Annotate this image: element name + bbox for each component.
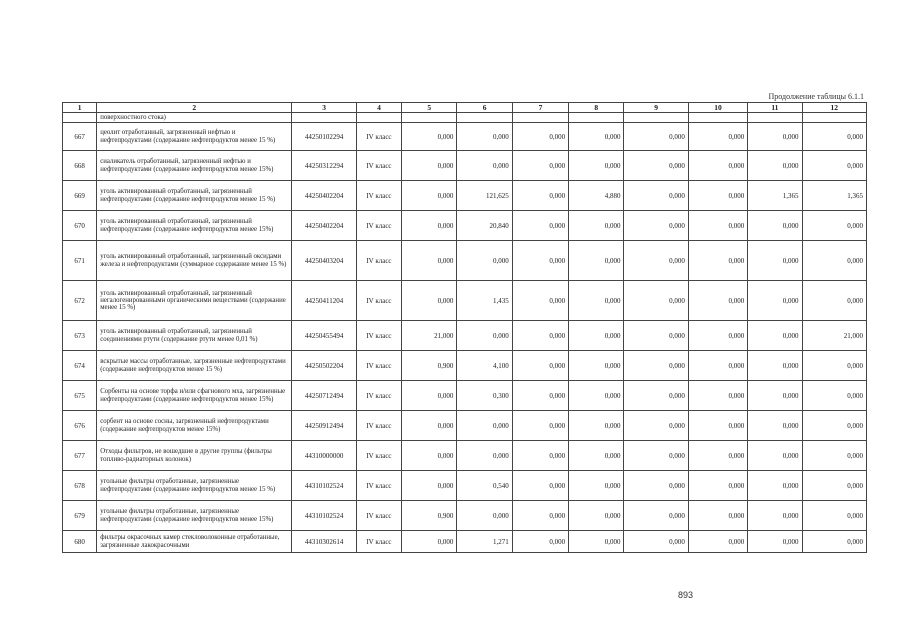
row-number: 669 xyxy=(63,181,97,211)
waste-table xyxy=(62,102,867,553)
value-cell: 0,000 xyxy=(624,321,688,351)
hazard-class: IV класс xyxy=(356,321,401,351)
row-number: 675 xyxy=(63,381,97,411)
value-cell: 20,840 xyxy=(457,211,512,241)
value-cell: 0,000 xyxy=(569,351,624,381)
value-cell: 0,000 xyxy=(802,531,866,553)
hazard-class: IV класс xyxy=(356,471,401,501)
header-cell-3: 3 xyxy=(292,103,356,113)
hazard-class: IV класс xyxy=(356,281,401,321)
value-cell: 0,000 xyxy=(624,181,688,211)
waste-name: угольные фильтры отработанные, загрязненные нефтепродуктами (содержание нефтепродуктов менее 15 %) xyxy=(97,471,292,501)
value-cell: 0,900 xyxy=(402,351,457,381)
waste-name: уголь активированный отработанный, загрязненный нефтепродуктами (содержание нефтепродуктов менее 15%) xyxy=(97,211,292,241)
table-row xyxy=(63,441,867,471)
waste-code: 44250502204 xyxy=(292,351,356,381)
value-cell: 0,000 xyxy=(512,123,568,151)
value-cell: 0,000 xyxy=(457,501,512,531)
row-number: 670 xyxy=(63,211,97,241)
value-cell: 0,000 xyxy=(512,531,568,553)
value-cell: 0,000 xyxy=(802,123,866,151)
value-cell: 0,000 xyxy=(748,471,802,501)
value-cell: 0,000 xyxy=(457,441,512,471)
waste-name: уголь активированный отработанный, загрязненный нефтепродуктами (содержание нефтепродуктов менее 15 %) xyxy=(97,181,292,211)
waste-code: 44250312294 xyxy=(292,151,356,181)
value-cell: 0,000 xyxy=(512,181,568,211)
header-cell-7: 7 xyxy=(512,103,568,113)
continuation-text: поверхностного стока) xyxy=(97,113,292,123)
table-row xyxy=(63,471,867,501)
hazard-class: IV класс xyxy=(356,151,401,181)
waste-code: 44250403204 xyxy=(292,241,356,281)
table-row xyxy=(63,211,867,241)
value-cell: 0,000 xyxy=(512,471,568,501)
value-cell: 0,000 xyxy=(457,151,512,181)
value-cell: 0,000 xyxy=(624,531,688,553)
waste-code: 44250411204 xyxy=(292,281,356,321)
table-row xyxy=(63,151,867,181)
header-cell-2: 2 xyxy=(97,103,292,113)
waste-code: 44310102524 xyxy=(292,471,356,501)
value-cell: 0,000 xyxy=(748,321,802,351)
page-number: 893 xyxy=(678,590,694,600)
table-row xyxy=(63,241,867,281)
row-number: 679 xyxy=(63,501,97,531)
header-cell-11: 11 xyxy=(748,103,802,113)
row-number: 671 xyxy=(63,241,97,281)
value-cell: 1,435 xyxy=(457,281,512,321)
hazard-class: IV класс xyxy=(356,351,401,381)
value-cell: 0,000 xyxy=(402,471,457,501)
table-row xyxy=(63,411,867,441)
value-cell: 0,000 xyxy=(748,381,802,411)
value-cell: 0,000 xyxy=(624,123,688,151)
header-cell-1: 1 xyxy=(63,103,97,113)
value-cell: 0,000 xyxy=(512,441,568,471)
value-cell: 0,000 xyxy=(402,241,457,281)
value-cell: 0,000 xyxy=(569,381,624,411)
value-cell: 0,000 xyxy=(569,281,624,321)
value-cell: 0,000 xyxy=(624,351,688,381)
value-cell: 0,000 xyxy=(402,411,457,441)
table-row xyxy=(63,381,867,411)
table-row xyxy=(63,531,867,553)
value-cell: 0,000 xyxy=(402,281,457,321)
value-cell: 0,000 xyxy=(569,501,624,531)
table-row xyxy=(63,123,867,151)
value-cell: 0,000 xyxy=(748,441,802,471)
value-cell: 0,000 xyxy=(402,123,457,151)
value-cell: 0,000 xyxy=(802,351,866,381)
value-cell: 0,000 xyxy=(748,501,802,531)
value-cell: 0,000 xyxy=(748,351,802,381)
waste-name: уголь активированный отработанный, загрязненный соединениями ртути (содержание ртути менее 0,01 %) xyxy=(97,321,292,351)
value-cell: 0,000 xyxy=(624,281,688,321)
value-cell: 0,000 xyxy=(688,241,747,281)
header-cell-8: 8 xyxy=(569,103,624,113)
value-cell: 0,000 xyxy=(512,241,568,281)
row-number: 677 xyxy=(63,441,97,471)
row-number: 673 xyxy=(63,321,97,351)
value-cell: 0,000 xyxy=(569,321,624,351)
value-cell: 0,000 xyxy=(624,441,688,471)
value-cell: 0,000 xyxy=(457,241,512,281)
value-cell: 0,000 xyxy=(569,531,624,553)
value-cell: 0,000 xyxy=(688,351,747,381)
row-number: 678 xyxy=(63,471,97,501)
header-cell-12: 12 xyxy=(802,103,866,113)
value-cell: 0,000 xyxy=(402,441,457,471)
value-cell: 4,100 xyxy=(457,351,512,381)
hazard-class: IV класс xyxy=(356,211,401,241)
hazard-class: IV класс xyxy=(356,441,401,471)
waste-code: 44250402204 xyxy=(292,181,356,211)
hazard-class: IV класс xyxy=(356,411,401,441)
value-cell: 0,000 xyxy=(688,531,747,553)
header-cell-4: 4 xyxy=(356,103,401,113)
waste-code: 44310102524 xyxy=(292,501,356,531)
value-cell: 0,000 xyxy=(402,531,457,553)
value-cell: 0,000 xyxy=(569,411,624,441)
value-cell: 21,000 xyxy=(402,321,457,351)
value-cell: 0,000 xyxy=(688,411,747,441)
value-cell: 0,000 xyxy=(748,211,802,241)
waste-code: 44310302614 xyxy=(292,531,356,553)
value-cell: 0,000 xyxy=(802,501,866,531)
value-cell: 0,000 xyxy=(402,181,457,211)
value-cell: 0,000 xyxy=(802,211,866,241)
value-cell: 0,000 xyxy=(748,411,802,441)
row-number: 680 xyxy=(63,531,97,553)
value-cell: 0,000 xyxy=(624,471,688,501)
waste-name: угольные фильтры отработанные, загрязненные нефтепродуктами (содержание нефтепродуктов менее 15%) xyxy=(97,501,292,531)
value-cell: 0,000 xyxy=(802,281,866,321)
hazard-class: IV класс xyxy=(356,241,401,281)
value-cell: 0,000 xyxy=(512,351,568,381)
table-caption: Продолжение таблицы 6.1.1 xyxy=(768,92,864,101)
value-cell: 0,300 xyxy=(457,381,512,411)
value-cell: 0,000 xyxy=(688,501,747,531)
waste-code: 44250712494 xyxy=(292,381,356,411)
value-cell: 0,000 xyxy=(688,151,747,181)
value-cell: 0,000 xyxy=(802,151,866,181)
value-cell: 0,000 xyxy=(569,471,624,501)
value-cell: 0,000 xyxy=(748,281,802,321)
value-cell: 0,000 xyxy=(624,151,688,181)
row-number: 668 xyxy=(63,151,97,181)
value-cell: 0,000 xyxy=(802,471,866,501)
value-cell: 0,000 xyxy=(457,411,512,441)
value-cell: 0,000 xyxy=(402,211,457,241)
value-cell: 0,000 xyxy=(569,441,624,471)
header-cell-5: 5 xyxy=(402,103,457,113)
table-row xyxy=(63,181,867,211)
table-row xyxy=(63,321,867,351)
waste-name: сорбент на основе сосны, загрязненный нефтепродуктами (содержание нефтепродуктов менее 15%) xyxy=(97,411,292,441)
waste-code: 44310000000 xyxy=(292,441,356,471)
value-cell: 4,880 xyxy=(569,181,624,211)
value-cell: 0,000 xyxy=(688,321,747,351)
value-cell: 121,625 xyxy=(457,181,512,211)
waste-name: вскрытые массы отработанные, загрязненные нефтепродуктами (содержание нефтепродуктов менее 15 %) xyxy=(97,351,292,381)
value-cell: 1,365 xyxy=(748,181,802,211)
row-number: 672 xyxy=(63,281,97,321)
value-cell: 0,000 xyxy=(624,211,688,241)
value-cell: 0,000 xyxy=(624,241,688,281)
header-row xyxy=(63,103,867,113)
waste-name: Сорбенты на основе торфа и/или сфагнового мха, загрязненные нефтепродуктами (содержание нефтепродуктов менее 15%) xyxy=(97,381,292,411)
hazard-class: IV класс xyxy=(356,381,401,411)
value-cell: 0,000 xyxy=(512,411,568,441)
waste-code: 44250102294 xyxy=(292,123,356,151)
table-row xyxy=(63,281,867,321)
value-cell: 0,000 xyxy=(569,151,624,181)
waste-name: фильтры окрасочных камер стекловолоконные отработанные, загрязненные лакокрасочными xyxy=(97,531,292,553)
table-row xyxy=(63,351,867,381)
value-cell: 0,000 xyxy=(688,471,747,501)
value-cell: 0,540 xyxy=(457,471,512,501)
value-cell: 0,000 xyxy=(457,321,512,351)
value-cell: 0,000 xyxy=(512,151,568,181)
value-cell: 0,000 xyxy=(402,151,457,181)
row-number: 667 xyxy=(63,123,97,151)
value-cell: 0,000 xyxy=(457,123,512,151)
waste-name: Отходы фильтров, не вошедшие в другие группы (фильтры топливо-радиаторных колонок) xyxy=(97,441,292,471)
waste-name: уголь активированный отработанный, загрязненный негалогенированными органическими веществами (содержание менее 15 %) xyxy=(97,281,292,321)
value-cell: 0,000 xyxy=(802,411,866,441)
waste-name: сиаликатель отработанный, загрязненный нефтью и нефтепродуктами (содержание нефтепродуктов менее 15%) xyxy=(97,151,292,181)
value-cell: 0,000 xyxy=(569,241,624,281)
value-cell: 0,000 xyxy=(569,211,624,241)
value-cell: 1,365 xyxy=(802,181,866,211)
value-cell: 0,000 xyxy=(512,381,568,411)
value-cell: 0,000 xyxy=(748,151,802,181)
value-cell: 0,000 xyxy=(512,281,568,321)
value-cell: 0,900 xyxy=(402,501,457,531)
value-cell: 0,000 xyxy=(569,123,624,151)
value-cell: 0,000 xyxy=(624,411,688,441)
value-cell: 0,000 xyxy=(688,381,747,411)
continuation-row xyxy=(63,113,867,123)
value-cell: 0,000 xyxy=(748,531,802,553)
waste-code: 44250912494 xyxy=(292,411,356,441)
value-cell: 0,000 xyxy=(624,381,688,411)
hazard-class: IV класс xyxy=(356,123,401,151)
waste-code: 44250402204 xyxy=(292,211,356,241)
value-cell: 21,000 xyxy=(802,321,866,351)
waste-code: 44250455494 xyxy=(292,321,356,351)
waste-name: уголь активированный отработанный, загрязненный оксидами железа и нефтепродуктами (суммарное содержание менее 15 %) xyxy=(97,241,292,281)
hazard-class: IV класс xyxy=(356,501,401,531)
row-number: 674 xyxy=(63,351,97,381)
table-row xyxy=(63,501,867,531)
hazard-class: IV класс xyxy=(356,531,401,553)
value-cell: 0,000 xyxy=(688,441,747,471)
value-cell: 0,000 xyxy=(802,441,866,471)
value-cell: 0,000 xyxy=(624,501,688,531)
waste-name: цеолит отработанный, загрязненный нефтью и нефтепродуктами (содержание нефтепродуктов менее 15 %) xyxy=(97,123,292,151)
value-cell: 0,000 xyxy=(512,501,568,531)
header-cell-6: 6 xyxy=(457,103,512,113)
value-cell: 0,000 xyxy=(748,123,802,151)
value-cell: 0,000 xyxy=(512,321,568,351)
value-cell: 0,000 xyxy=(688,123,747,151)
value-cell: 0,000 xyxy=(688,181,747,211)
value-cell: 0,000 xyxy=(402,381,457,411)
row-number: 676 xyxy=(63,411,97,441)
value-cell: 0,000 xyxy=(802,241,866,281)
value-cell: 0,000 xyxy=(748,241,802,281)
value-cell: 1,271 xyxy=(457,531,512,553)
value-cell: 0,000 xyxy=(802,381,866,411)
header-cell-10: 10 xyxy=(688,103,747,113)
hazard-class: IV класс xyxy=(356,181,401,211)
value-cell: 0,000 xyxy=(688,281,747,321)
value-cell: 0,000 xyxy=(688,211,747,241)
header-cell-9: 9 xyxy=(624,103,688,113)
value-cell: 0,000 xyxy=(512,211,568,241)
